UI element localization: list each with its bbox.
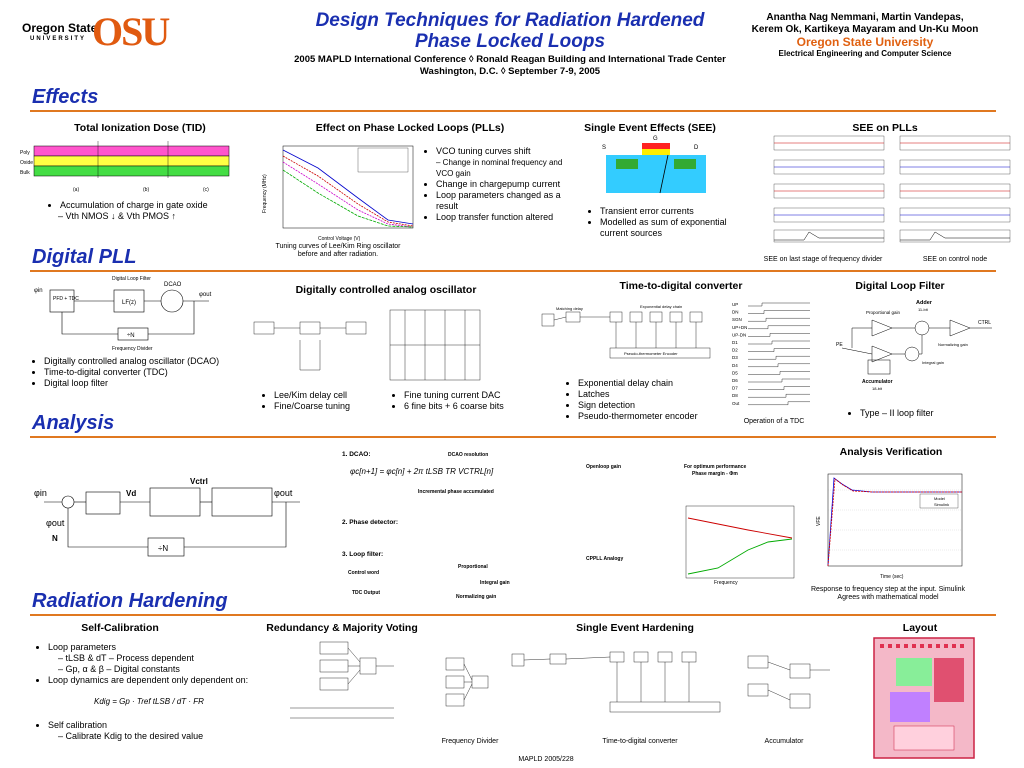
- svg-text:Bulk: Bulk: [20, 170, 30, 176]
- divider: [30, 436, 996, 438]
- svg-text:2. Phase detector:: 2. Phase detector:: [342, 519, 398, 526]
- see-pll-plots: [764, 132, 1014, 254]
- seh-title: Single Event Hardening: [576, 622, 694, 634]
- section-analysis: Analysis: [32, 412, 115, 434]
- tdc-signal-trace: [748, 318, 810, 321]
- tdc-signal-trace: [748, 326, 810, 329]
- svg-text:3. Loop filter:: 3. Loop filter:: [342, 551, 384, 558]
- svg-text:CTRL: CTRL: [978, 320, 992, 326]
- svg-text:Phase margin - Φm: Phase margin - Φm: [692, 471, 738, 477]
- svg-text:TDC Output: TDC Output: [352, 590, 381, 596]
- authors: Anantha Nag Nemmani, Martin Vandepas, Kerem Ok, Kartikeya Mayaram and Un-Ku Moon Oregon State University Electrical Engineering and Computer Science: [751, 12, 979, 58]
- pll-caption: Tuning curves of Lee/Kim Ring oscillator before and after radiation.: [275, 243, 401, 258]
- tdc-signal-label: D2: [732, 347, 738, 353]
- svg-text:Frequency Divider: Frequency Divider: [112, 346, 153, 352]
- tdc-signal-label: DN: [732, 309, 739, 315]
- dlf-bullet: • Type – II loop filter: [848, 408, 988, 419]
- see-pll-caption1: SEE on last stage of frequency divider: [763, 256, 883, 263]
- svg-text:Kdig = Gp · Tref tLSB / dT · F: Kdig = Gp · Tref tLSB / dT · FR: [94, 697, 204, 706]
- svg-text:Control word: Control word: [348, 570, 380, 576]
- svg-text:Normalizing gain: Normalizing gain: [938, 342, 968, 347]
- dpll-bullets: • Digitally controlled analog oscillator (DCAO) • Time-to-digital converter (TDC) • Digital loop filter: [32, 356, 252, 389]
- tdc-signal-trace: [748, 364, 810, 367]
- analysis-block-diagram: [30, 466, 330, 566]
- accumulator-caption: Accumulator: [764, 738, 804, 745]
- tdc-signal-trace: [748, 402, 810, 405]
- svg-text:(b): (b): [143, 187, 150, 193]
- tdc-signal-label: SGN: [732, 317, 742, 323]
- tdc-title: Time-to-digital converter: [619, 280, 743, 292]
- tdc-signal-trace: [748, 387, 810, 390]
- analysis-equations: [338, 446, 808, 602]
- svg-text:Vctrl: Vctrl: [190, 477, 208, 486]
- selfcal-title: Self-Calibration: [81, 622, 159, 634]
- verif-title: Analysis Verification: [839, 446, 943, 458]
- tdc-bullets: • Exponential delay chain • Latches • Sign detection • Pseudo-thermometer encoder: [566, 378, 716, 422]
- tdc-schematic: [540, 296, 740, 376]
- svg-text:Integral gain: Integral gain: [480, 580, 510, 586]
- section-digital-pll: Digital PLL: [32, 246, 137, 268]
- logo-oregon-state: Oregon State: [22, 21, 98, 35]
- logo-university: UNIVERSITY: [30, 36, 87, 42]
- svg-text:N: N: [52, 534, 58, 543]
- seh-caption: Time-to-digital converter: [602, 738, 678, 745]
- svg-text:Adder: Adder: [916, 300, 932, 306]
- tdc-signal-trace: [748, 311, 810, 314]
- svg-text:(c): (c): [203, 187, 209, 193]
- conference-info: 2005 MAPLD International Conference ◊ Ronald Reagan Building and International Trade Center Washington, D.C. ◊ September 7-9, 2005: [294, 54, 726, 77]
- svg-text:Integral gain: Integral gain: [922, 360, 945, 365]
- tdc-signal-trace: [748, 341, 810, 344]
- tdc-signal-label: UP: [732, 302, 739, 307]
- tid-diagram: [18, 136, 248, 196]
- chip-layout-image: [872, 636, 976, 762]
- svg-text:Pseudo-thermometer Encoder: Pseudo-thermometer Encoder: [624, 351, 678, 356]
- svg-text:(a): (a): [73, 187, 80, 193]
- svg-text:φout: φout: [46, 518, 65, 528]
- svg-text:Oxide: Oxide: [20, 160, 34, 166]
- svg-text:Matching delay: Matching delay: [556, 306, 583, 311]
- redundancy-title: Redundancy & Majority Voting: [266, 622, 418, 634]
- tdc-signal-label: UP-DN: [732, 332, 747, 338]
- dpll-block-diagram: [34, 272, 234, 354]
- svg-text:φin: φin: [34, 488, 47, 498]
- tdc-signal-label: D7: [732, 385, 738, 391]
- frequency-divider-diagram: [432, 648, 502, 734]
- svg-text:Accumulator: Accumulator: [862, 379, 893, 385]
- dcao-schematic: [240, 300, 540, 388]
- svg-text:÷N: ÷N: [158, 544, 169, 553]
- tdc-caption: Operation of a TDC: [743, 418, 805, 425]
- tdc-signal-trace: [748, 349, 810, 352]
- tdc-signal-label: D8: [732, 393, 738, 399]
- svg-text:PFD + TDC: PFD + TDC: [53, 296, 79, 302]
- accumulator-diagram: [734, 640, 834, 734]
- svg-text:D: D: [694, 145, 699, 151]
- tid-title: Total Ionization Dose (TID): [74, 122, 206, 134]
- selfcal-bullets: • Loop parameters – tLSB & dT – Process dependent – Gp, α & β – Digital constants • Loop dynamics are dependent only dependent on: • Self calibration – Calibrate Kdig to the desired value: [36, 642, 256, 742]
- tdc-signal-label: D1: [732, 340, 738, 345]
- svg-text:Model: Model: [934, 496, 945, 501]
- tdc-signal-label: D3: [732, 355, 738, 361]
- svg-text:÷N: ÷N: [127, 333, 135, 339]
- footer: MAPLD 2005/228: [518, 756, 574, 763]
- tdc-signal-label: UP+DN: [732, 324, 748, 330]
- svg-text:Digital Loop Filter: Digital Loop Filter: [112, 276, 151, 282]
- svg-text:G: G: [653, 136, 658, 142]
- svg-text:Proportional gain: Proportional gain: [866, 310, 901, 315]
- svg-text:Control Voltage (V): Control Voltage (V): [318, 236, 361, 242]
- selfcal-equation: [90, 688, 204, 714]
- tdc-signal-label: D4: [732, 362, 738, 368]
- svg-text:Simulink: Simulink: [934, 502, 950, 507]
- svg-text:PE: PE: [836, 342, 843, 348]
- divider: [30, 110, 996, 112]
- see-bullets: • Transient error currents • Modelled as sum of exponential current sources: [588, 206, 738, 239]
- svg-text:φin: φin: [34, 288, 43, 294]
- svg-text:VFE: VFE: [816, 516, 822, 526]
- tdc-signal-trace: [748, 356, 810, 359]
- poster-title: Design Techniques for Radiation Hardened Phase Locked Loops: [315, 10, 705, 52]
- verif-chart: [812, 470, 968, 584]
- tdc-signal-trace: [748, 371, 810, 374]
- dcao-bullets-1: • Lee/Kim delay cell • Fine/Coarse tuning: [262, 390, 392, 412]
- svg-text:Frequency (MHz): Frequency (MHz): [262, 174, 268, 213]
- svg-text:Time (sec): Time (sec): [880, 574, 904, 580]
- logo-osu: OSU: [92, 9, 169, 54]
- pll-bullets: • VCO tuning curves shift – Change in nominal frequency and VCO gain • Change in chargepump current • Loop parameters changed as a result • Loop transfer function altered: [424, 146, 564, 223]
- dcao-bullets-2: • Fine tuning current DAC • 6 fine bits + 6 coarse bits: [392, 390, 542, 412]
- seh-tdc-diagram: [510, 640, 730, 734]
- svg-text:Vd: Vd: [126, 489, 137, 498]
- dlf-diagram: [832, 296, 1012, 406]
- svg-text:For optimum performance: For optimum performance: [684, 464, 747, 470]
- dcao-title: Digitally controlled analog oscillator: [295, 284, 477, 296]
- tdc-signal-label: D5: [732, 370, 738, 376]
- dlf-title: Digital Loop Filter: [855, 280, 945, 292]
- see-pll-caption2: SEE on control node: [922, 256, 988, 263]
- svg-text:18-bit: 18-bit: [872, 386, 883, 391]
- svg-text:LF(z): LF(z): [122, 300, 136, 306]
- svg-text:Frequency: Frequency: [714, 580, 738, 586]
- redundancy-caption: Frequency Divider: [441, 738, 499, 745]
- tdc-timing-diagram: [732, 296, 812, 412]
- tdc-signal-label: D6: [732, 378, 738, 383]
- svg-text:φout: φout: [274, 488, 293, 498]
- svg-text:φc[n+1] = φc[n] + 2π tLSB TR V: φc[n+1] = φc[n] + 2π tLSB TR VCTRL[n]: [350, 467, 494, 476]
- svg-text:Normalizing gain: Normalizing gain: [456, 594, 497, 600]
- svg-text:CPPLL Analogy: CPPLL Analogy: [586, 556, 624, 562]
- svg-text:11-bit: 11-bit: [918, 307, 928, 312]
- svg-text:S: S: [602, 145, 607, 151]
- svg-text:Exponential delay chain: Exponential delay chain: [640, 304, 683, 309]
- tdc-signal-trace: [748, 303, 810, 306]
- svg-text:DCAO resolution: DCAO resolution: [448, 452, 489, 458]
- tid-bullets: • Accumulation of charge in gate oxide – Vth NMOS ↓ & Vth PMOS ↑: [48, 200, 248, 222]
- tdc-signal-trace: [748, 379, 810, 382]
- svg-text:φout: φout: [199, 292, 212, 298]
- see-title: Single Event Effects (SEE): [584, 122, 716, 134]
- verif-caption: Response to frequency step at the input. Simulink Agrees with mathematical model: [810, 586, 966, 601]
- layout-title: Layout: [902, 622, 938, 634]
- tdc-signal-trace: [748, 333, 810, 336]
- svg-text:Incremental phase accumulated: Incremental phase accumulated: [418, 489, 494, 495]
- svg-text:Poly: Poly: [20, 150, 30, 156]
- svg-text:Openloop gain: Openloop gain: [586, 464, 621, 470]
- redundancy-diagram: [284, 638, 404, 734]
- section-radiation-hardening: Radiation Hardening: [32, 590, 228, 612]
- tdc-signal-label: Out: [732, 400, 740, 406]
- see-pll-title: SEE on PLLs: [852, 122, 918, 134]
- section-effects: Effects: [32, 86, 99, 108]
- see-diagram: [594, 135, 714, 197]
- svg-text:1. DCAO:: 1. DCAO:: [342, 451, 371, 458]
- tuning-curve-chart: [258, 138, 418, 243]
- svg-text:DCAO: DCAO: [164, 282, 182, 288]
- svg-text:Proportional: Proportional: [458, 564, 488, 570]
- tdc-signal-trace: [748, 394, 810, 397]
- divider: [30, 614, 996, 616]
- pll-effect-title: Effect on Phase Locked Loops (PLLs): [315, 122, 505, 134]
